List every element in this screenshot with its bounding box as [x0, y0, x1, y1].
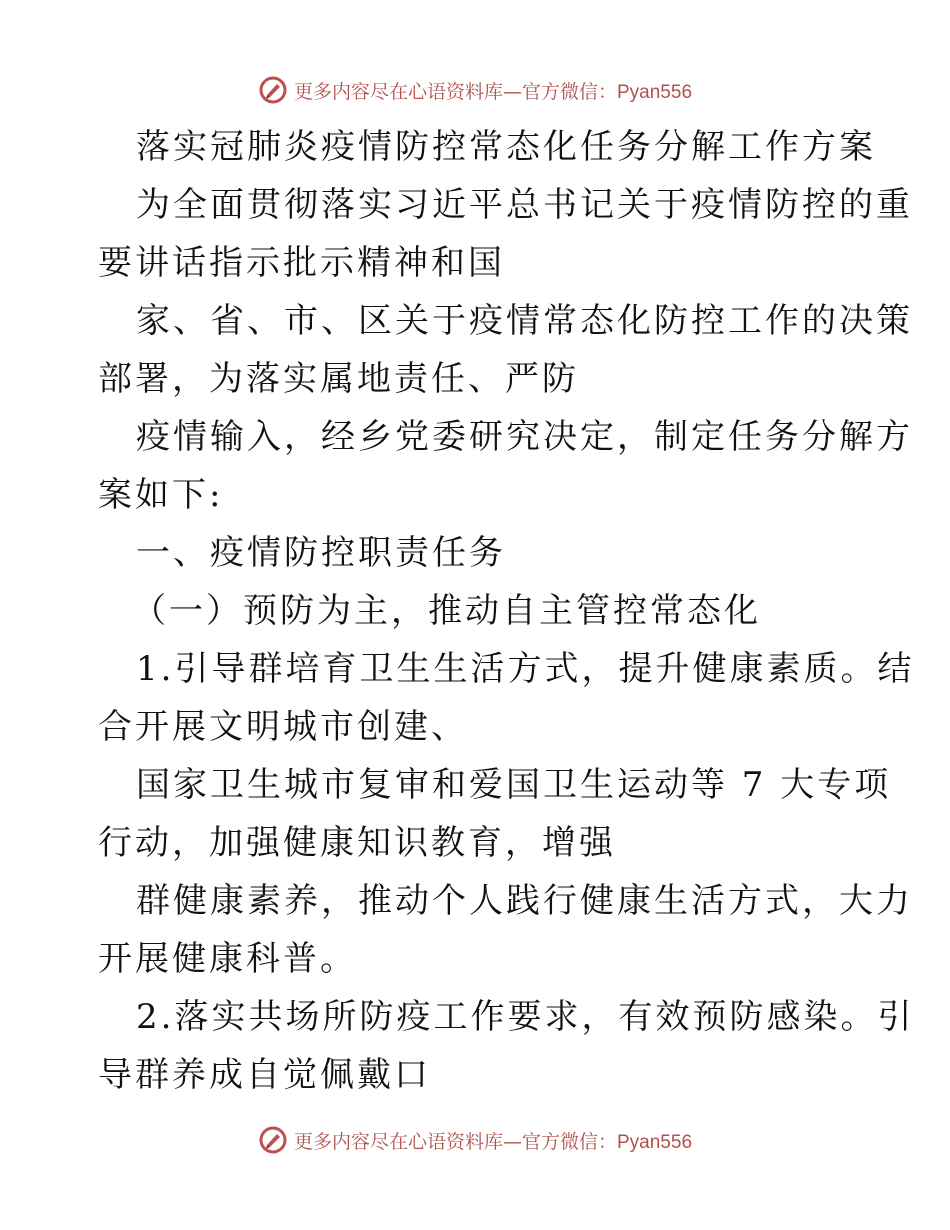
- paragraph-line: 导群养成自觉佩戴口: [98, 1055, 431, 1095]
- watermark-banner-bottom: [0, 1120, 950, 1160]
- paragraph-line: 案如下:: [98, 475, 224, 515]
- paragraph-line: 为全面贯彻落实习近平总书记关于疫情防控的重: [136, 185, 913, 225]
- paragraph-line: 群健康素养，推动个人践行健康生活方式，大力: [136, 881, 913, 921]
- pen-logo-icon: [258, 1125, 288, 1155]
- paragraph-line: 合开展文明城市创建、: [98, 707, 468, 747]
- watermark-banner-top: [0, 70, 950, 110]
- paragraph-line: 2.落实共场所防疫工作要求，有效预防感染。引: [136, 997, 915, 1037]
- watermark-text: 更多内容尽在心语资料库—官方微信：Pyan556: [293, 80, 693, 103]
- subsection-heading: （一）预防为主，推动自主管控常态化: [132, 591, 761, 631]
- paragraph-line: 行动，加强健康知识教育，增强: [98, 823, 616, 863]
- paragraph-line: 部署，为落实属地责任、严防: [98, 359, 579, 399]
- paragraph-line: 要讲话指示批示精神和国: [98, 243, 505, 283]
- document-body: [98, 118, 915, 1104]
- paragraph-line: 1.引导群培育卫生生活方式，提升健康素质。结: [136, 649, 915, 689]
- paragraph-line: 开展健康科普。: [98, 939, 357, 979]
- paragraph-line: 疫情输入，经乡党委研究决定，制定任务分解方: [136, 417, 913, 457]
- paragraph-line: 国家卫生城市复审和爱国卫生运动等 7 大专项: [136, 765, 892, 805]
- section-heading: 一、疫情防控职责任务: [136, 533, 506, 573]
- watermark-text: 更多内容尽在心语资料库—官方微信：Pyan556: [293, 1130, 693, 1153]
- paragraph-line: 家、省、市、区关于疫情常态化防控工作的决策: [136, 301, 913, 341]
- document-title: 落实冠肺炎疫情防控常态化任务分解工作方案: [136, 127, 876, 167]
- pen-logo-icon: [258, 75, 288, 105]
